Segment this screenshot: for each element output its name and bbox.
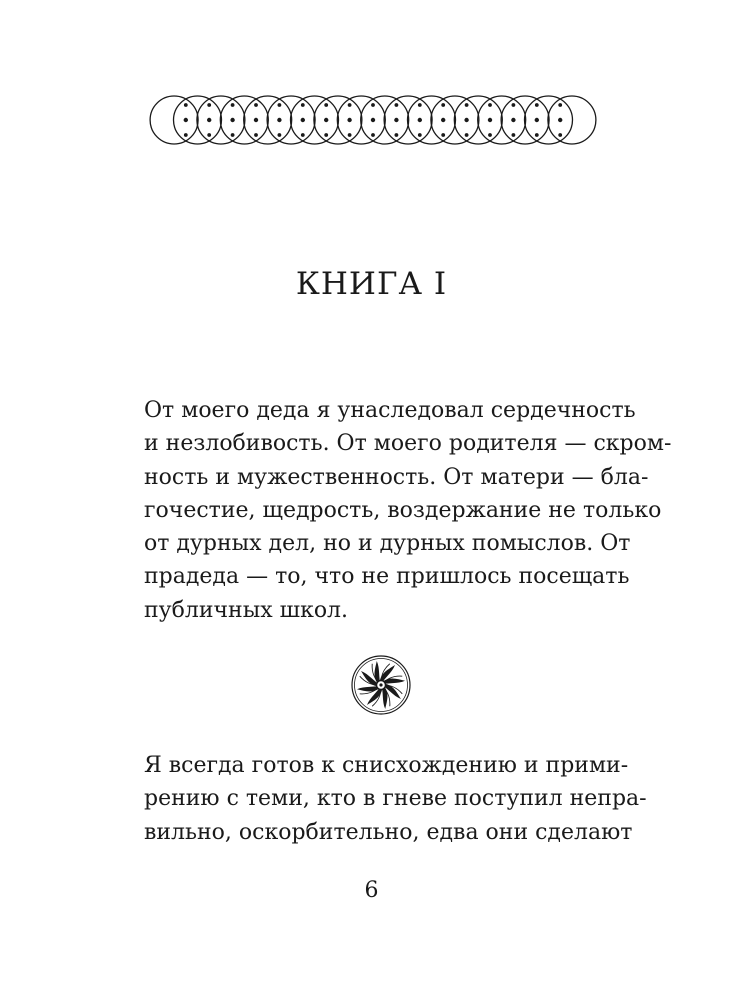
- text-line: От моего деда я унаследовал сердечность: [144, 398, 636, 423]
- paragraph-1: [144, 394, 672, 627]
- text-line: рению с теми, кто в гневе поступил непра-: [144, 786, 647, 812]
- chapter-title: КНИГА I: [295, 266, 448, 302]
- interlocking-rings-ornament: [141, 94, 605, 146]
- paragraph-2: [144, 749, 647, 849]
- text-line: Я всегда готов к снисхождению и прими-: [144, 753, 629, 778]
- text-line: гочестие, щедрость, воздержание не только: [144, 497, 662, 523]
- text-line: от дурных дел, но и дурных помыслов. От: [144, 531, 631, 557]
- rosette-ornament: [350, 654, 412, 716]
- text-line: вильно, оскорбительно, едва они сделают: [144, 819, 633, 845]
- text-line: прадеда — то, что не пришлось посещать: [144, 564, 630, 590]
- text-line: и незлобивость. От моего родителя — скром-: [144, 431, 672, 457]
- text-line: публичных школ.: [144, 597, 349, 623]
- page-number: 6: [364, 878, 379, 903]
- text-line: ность и мужественность. От матери — бла-: [144, 464, 649, 490]
